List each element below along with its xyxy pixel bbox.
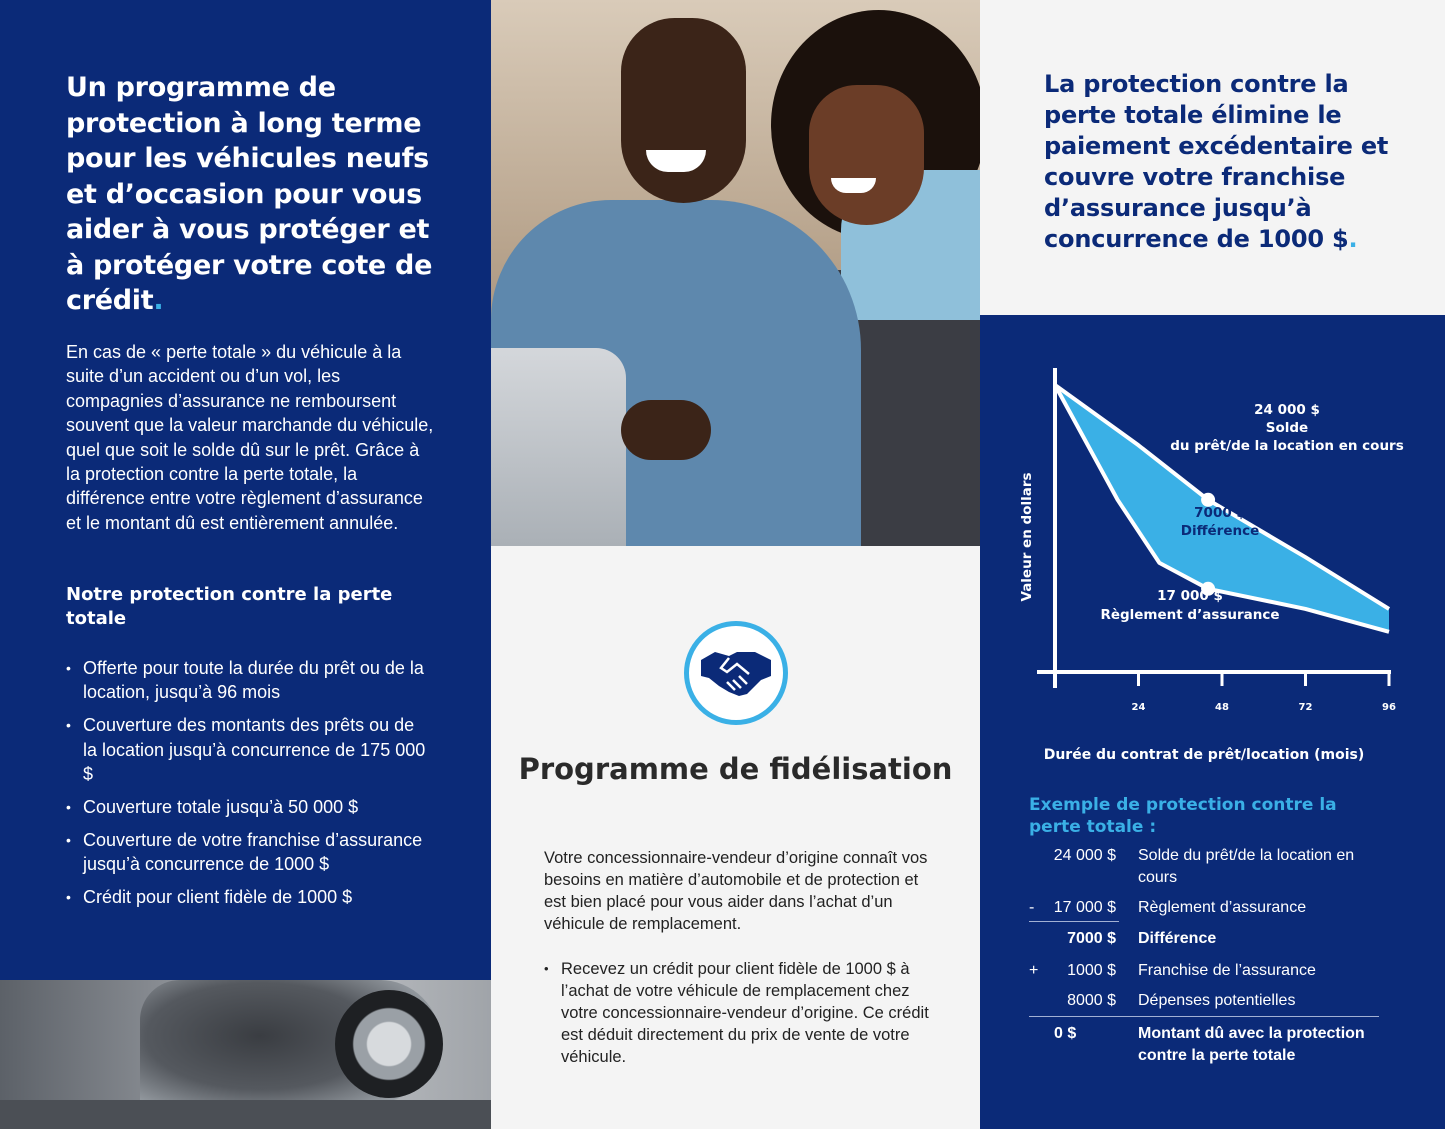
coverage-list [66,656,426,918]
list-item: • Couverture des montants des prêts ou de la location jusqu’à concurrence de 175 000 $ [66,713,426,786]
x-tick-label: 48 [1215,702,1229,713]
left-subheading: Notre protection contre la perte totale [66,584,393,629]
car-crash-photo [0,980,491,1129]
right-header-panel [980,0,1445,315]
annotation-loan-value: 24 000 $ [1254,402,1320,418]
loyalty-title: Programme de fidélisation [518,752,953,786]
list-item: • Couverture de votre franchise d’assurance jusqu’à concurrence de 1000 $ [66,828,426,877]
annotation-ins-label: Règlement d’assurance [1100,607,1280,623]
left-panel [0,0,491,980]
table-row: 7000 $ Différence [1067,930,1217,947]
wheel-graphic [335,990,443,1098]
list-item: • Offerte pour toute la durée du prêt ou de la location, jusqu’à 96 mois [66,656,426,705]
x-tick-label: 24 [1131,702,1146,713]
right-chart-panel [980,315,1445,1129]
handshake-icon [684,621,788,725]
left-intro-text: En cas de « perte totale » du véhicule à la suite d’un accident ou d’un vol, les compagnies d’assurance ne remboursent souvent que la valeur marchande du véhicule, quel que soit le solde dû sur le prêt. Grâce à la protection contre la perte totale, la différence entre votre règlement d’assurance et le montant dû est entièrement annulée. [66,342,434,533]
couple-photo [491,0,980,546]
x-axis-label: Durée du contrat de prêt/location (mois) [1043,747,1365,763]
table-row: - 17 000 $ Règlement d’assurance [1029,899,1307,916]
loyalty-bullet: • Recevez un crédit pour client fidèle de 1000 $ à l’achat de votre véhicule de remplacement chez votre concessionnaire-vendeur d’origine. Ce crédit est déduit directement du prix de vente de votre véhicule. [544,958,934,1068]
example-table [1029,845,1379,1067]
annotation-diff-label: Différence [1180,523,1260,539]
table-row: 0 $ Montant dû avec la protection contre la perte totale [1054,1025,1365,1064]
annotation-loan-label: Solde du prêt/de la location en cours [1170,420,1404,454]
table-row: 8000 $ Dépenses potentielles [1067,992,1296,1009]
loss-chart [980,315,1445,785]
table-row: 24 000 $ Solde du prêt/de la location en cours [1053,847,1355,886]
x-tick-label: 72 [1298,702,1313,713]
list-item: • Couverture totale jusqu’à 50 000 $ [66,795,426,819]
table-row: + 1000 $ Franchise de l’assurance [1029,962,1316,979]
list-item: • Crédit pour client fidèle de 1000 $ [66,885,426,909]
loyalty-text: Votre concessionnaire-vendeur d’origine connaît vos besoins en matière d’automobile et de protection et est bien placé pour vous aider dans l’achat d’un véhicule de remplacement. [544,849,928,933]
x-tick-label: 96 [1382,702,1396,713]
annotation-ins-value: 17 000 $ [1157,588,1223,604]
left-title: Un programme de protection à long terme pour les véhicules neufs et d’occasion pour vous aider à vous protéger et à protéger votre cote de crédit. [66,72,433,316]
laptop-graphic [491,348,626,546]
x-ticks [1132,672,1396,713]
middle-panel [491,546,980,1129]
right-headline: La protection contre la perte totale élimine le paiement excédentaire et couvre votre franchise d’assurance jusqu’à concurrence de 1000 $. [1044,70,1389,253]
example-title: Exemple de protection contre la perte totale : [1029,795,1337,837]
annotation-diff-value: 7000 $ [1194,505,1246,521]
y-axis-label: Valeur en dollars [1019,472,1035,602]
